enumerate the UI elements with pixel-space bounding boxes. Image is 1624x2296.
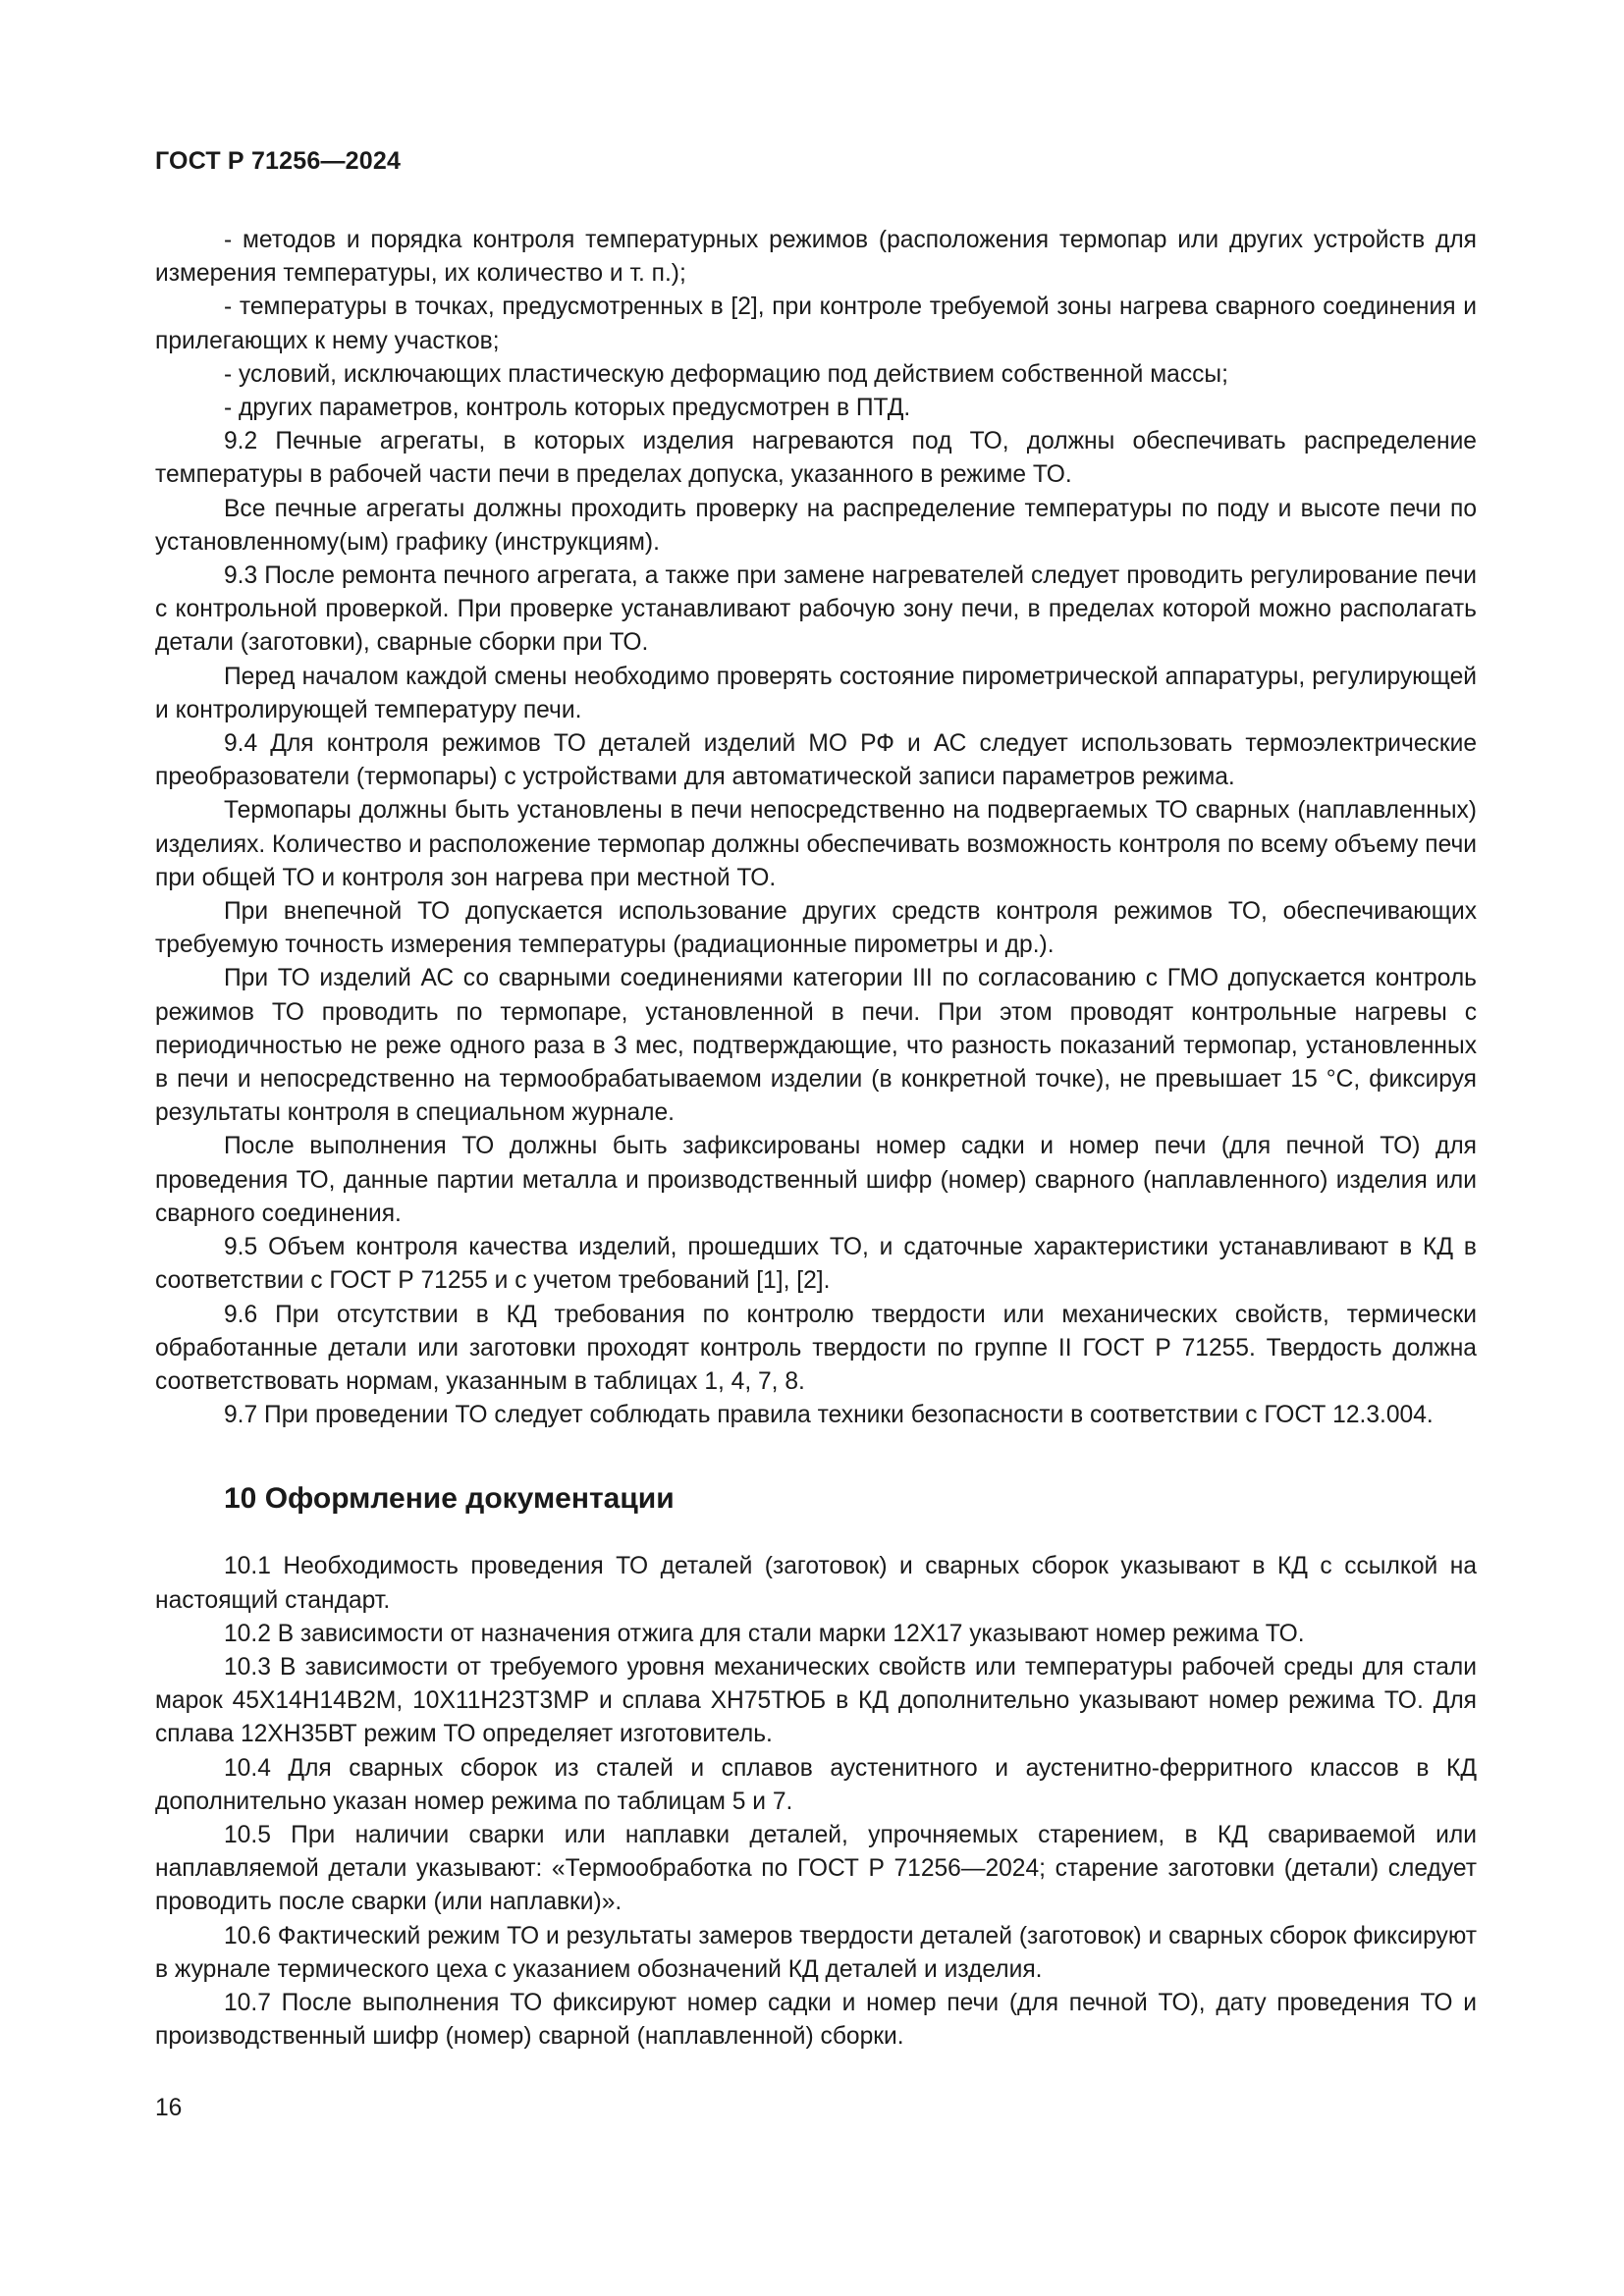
paragraph: Перед началом каждой смены необходимо проверять состояние пирометрической аппаратуры, регулирующей и контролирующей температуру печи. [155,663,1477,723]
paragraph: 10.1 Необходимость проведения ТО деталей (заготовок) и сварных сборок указывают в КД с ссылкой на настоящий стандарт. [155,1553,1477,1614]
paragraph: 9.4 Для контроля режимов ТО деталей изделий МО РФ и АС следует использовать термоэлектрические преобразователи (термопары) с устройствами для автоматической записи параметров режима. [155,730,1477,791]
paragraph: 10.4 Для сварных сборок из сталей и сплавов аустенитного и аустенитно-ферритного классов в КД дополнительно указан номер режима по таблицам 5 и 7. [155,1754,1477,1815]
paragraph: Все печные агрегаты должны проходить проверку на распределение температуры по поду и высоте печи по установленному(ым) графику (инструкциям). [155,495,1477,556]
body-text [155,224,1477,2054]
section-title: 10 Оформление документации [224,1482,675,1516]
paragraph: 10.6 Фактический режим ТО и результаты замеров твердости деталей (заготовок) и сварных сборок фиксируют в журнале термического цеха с указанием обозначений КД деталей и изделия. [155,1922,1477,1983]
paragraph: 10.2 В зависимости от назначения отжига для стали марки 12Х17 указывают номер режима ТО. [224,1620,1305,1647]
paragraph: При ТО изделий АС со сварными соединениями категории III по согласованию с ГМО допускается контроль режимов ТО проводить по термопаре, установленной в печи. При этом проводят контрольные нагревы с периодичностью не реже одного раза в 3 мес, подтверждающие, что разность показаний термопар, установленных в печи и непосредственно на термообрабатываемом изделии (в конкретной точке), не превышает 15 °С, фиксируя результаты контроля в специальном журнале. [155,965,1477,1127]
paragraph: 9.3 После ремонта печного агрегата, а также при замене нагревателей следует проводить регулирование печи с контрольной проверкой. При проверке устанавливают рабочую зону печи, в пределах которой можно располагать детали (заготовки), сварные сборки при ТО. [155,562,1477,657]
paragraph: - температуры в точках, предусмотренных в [2], при контроле требуемой зоны нагрева сварного соединения и прилегающих к нему участков; [155,294,1477,354]
paragraph: При внепечной ТО допускается использование других средств контроля режимов ТО, обеспечивающих требуемую точность измерения температуры (радиационные пирометры и др.). [155,898,1477,959]
document-header: ГОСТ Р 71256—2024 [155,147,402,175]
page-number: 16 [155,2095,183,2121]
paragraph: 10.7 После выполнения ТО фиксируют номер садки и номер печи (для печной ТО), дату проведения ТО и производственный шифр (номер) сварной (наплавленной) сборки. [155,1989,1477,2051]
paragraph: 9.6 При отсутствии в КД требования по контролю твердости или механических свойств, термически обработанные детали или заготовки проходят контроль твердости по группе II ГОСТ Р 71255. Твердость должна соответствовать нормам, указанным в таблицах 1, 4, 7, 8. [155,1301,1477,1395]
paragraph: После выполнения ТО должны быть зафиксированы номер садки и номер печи (для печной ТО) для проведения ТО, данные партии металла и производственный шифр (номер) сварного (наплавленного) изделия или сварного соединения. [155,1133,1477,1227]
paragraph: 9.2 Печные агрегаты, в которых изделия нагреваются под ТО, должны обеспечивать распределение температуры в рабочей части печи в пределах допуска, указанного в режиме ТО. [155,428,1477,489]
paragraph: - методов и порядка контроля температурных режимов (расположения термопар или других устройств для измерения температуры, их количество и т. п.); [155,227,1477,288]
paragraph: 9.7 При проведении ТО следует соблюдать правила техники безопасности в соответствии с ГОСТ 12.3.004. [224,1402,1434,1429]
paragraph: 9.5 Объем контроля качества изделий, прошедших ТО, и сдаточные характеристики устанавливают в КД в соответствии с ГОСТ Р 71255 и с учетом требований [1], [2]. [155,1234,1477,1295]
paragraph: 10.3 В зависимости от требуемого уровня механических свойств или температуры рабочей среды для стали марок 45Х14Н14В2М, 10Х11Н23Т3МР и сплава ХН75ТЮБ в КД дополнительно указывают номер режима ТО. Для сплава 12ХН35ВТ режим ТО определяет изготовитель. [155,1653,1477,1748]
paragraph: Термопары должны быть установлены в печи непосредственно на подвергаемых ТО сварных (наплавленных) изделиях. Количество и расположение термопар должны обеспечивать возможность контроля по всему объему печи при общей ТО и контроля зон нагрева при местной ТО. [155,797,1477,891]
paragraph: - условий, исключающих пластическую деформацию под действием собственной массы; [224,360,1228,388]
paragraph: 10.5 При наличии сварки или наплавки деталей, упрочняемых старением, в КД свариваемой или наплавляемой детали указывают: «Термообработка по ГОСТ Р 71256—2024; старение заготовки (детали) следует проводить после сварки (или наплавки)». [155,1821,1477,1916]
paragraph: - других параметров, контроль которых предусмотрен в ПТД. [224,395,911,422]
